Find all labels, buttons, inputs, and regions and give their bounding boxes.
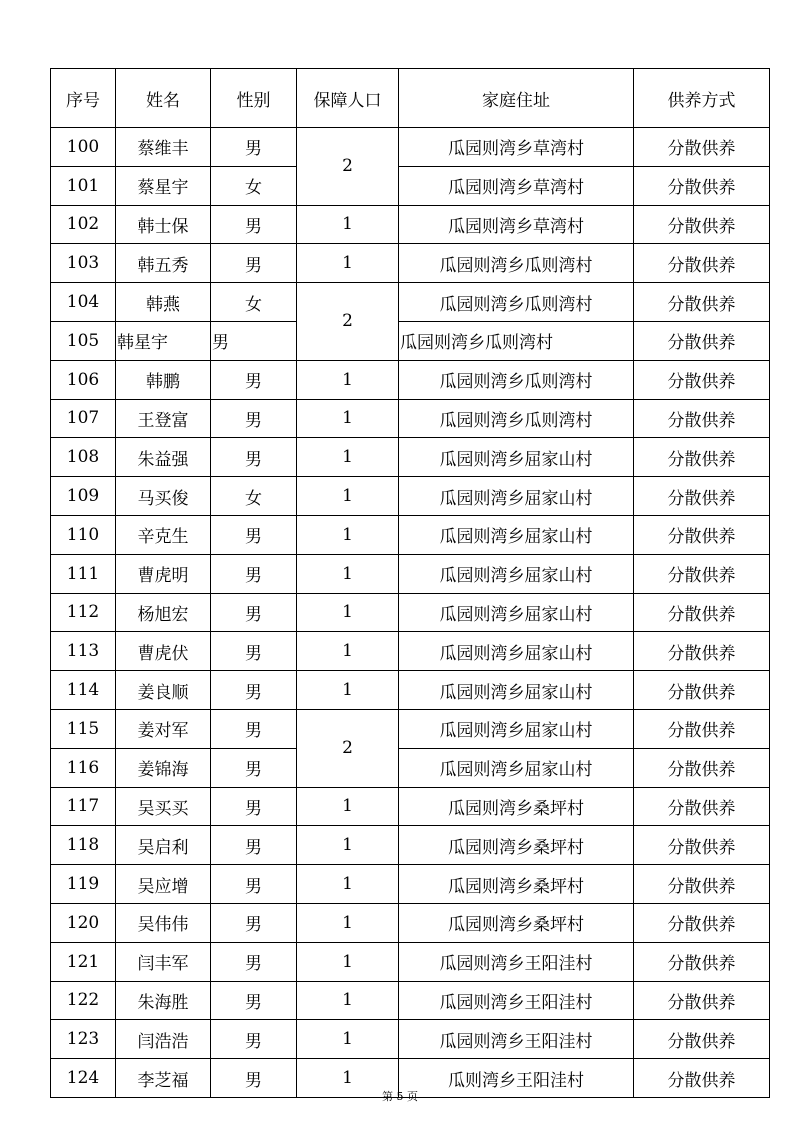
- table-row: [51, 593, 770, 632]
- cell-serial-number: 120: [51, 903, 116, 942]
- cell-covered-population: 1: [297, 671, 399, 710]
- cell-support-mode: 分散供养: [634, 632, 770, 671]
- table-row: [51, 244, 770, 283]
- cell-name: 朱海胜: [116, 981, 211, 1020]
- cell-serial-number: 124: [51, 1059, 116, 1098]
- cell-home-address: 瓜园则湾乡屈家山村: [399, 477, 634, 516]
- cell-home-address: 瓜园则湾乡桑坪村: [399, 787, 634, 826]
- cell-name: 姜锦海: [116, 748, 211, 787]
- cell-gender: 女: [211, 166, 297, 205]
- table-row: [51, 903, 770, 942]
- cell-support-mode: 分散供养: [634, 321, 770, 360]
- header-support-mode: 供养方式: [634, 69, 770, 128]
- cell-name: 马买俊: [116, 477, 211, 516]
- header-serial-number: 序号: [51, 69, 116, 128]
- cell-covered-population: 1: [297, 981, 399, 1020]
- cell-name: 韩燕: [116, 283, 211, 322]
- cell-covered-population: 1: [297, 554, 399, 593]
- cell-home-address: 瓜园则湾乡王阳洼村: [399, 942, 634, 981]
- cell-gender: 男: [211, 709, 297, 748]
- table-row: [51, 787, 770, 826]
- table-row: [51, 748, 770, 787]
- cell-gender: 男: [211, 554, 297, 593]
- cell-gender: 女: [211, 477, 297, 516]
- cell-gender: 男: [211, 748, 297, 787]
- cell-serial-number: 116: [51, 748, 116, 787]
- cell-home-address: 瓜园则湾乡桑坪村: [399, 903, 634, 942]
- cell-gender: 男: [211, 399, 297, 438]
- cell-gender: 男: [211, 593, 297, 632]
- cell-name: 曹虎明: [116, 554, 211, 593]
- table-row: [51, 399, 770, 438]
- table-row: [51, 283, 770, 322]
- cell-name: 王登富: [116, 399, 211, 438]
- cell-serial-number: 104: [51, 283, 116, 322]
- table-row: [51, 166, 770, 205]
- cell-gender: 男: [211, 632, 297, 671]
- cell-serial-number: 118: [51, 826, 116, 865]
- cell-support-mode: 分散供养: [634, 244, 770, 283]
- cell-home-address: 瓜园则湾乡桑坪村: [399, 865, 634, 904]
- cell-covered-population: 1: [297, 399, 399, 438]
- cell-home-address: 瓜园则湾乡屈家山村: [399, 632, 634, 671]
- cell-serial-number: 109: [51, 477, 116, 516]
- cell-home-address: 瓜园则湾乡草湾村: [399, 128, 634, 167]
- cell-serial-number: 121: [51, 942, 116, 981]
- header-gender: 性别: [211, 69, 297, 128]
- cell-support-mode: 分散供养: [634, 1020, 770, 1059]
- cell-home-address: 瓜园则湾乡瓜则湾村: [399, 321, 634, 360]
- cell-support-mode: 分散供养: [634, 554, 770, 593]
- cell-covered-population: 1: [297, 477, 399, 516]
- table-row: [51, 1020, 770, 1059]
- cell-covered-population: 1: [297, 438, 399, 477]
- assistance-roster-table: [50, 68, 770, 1098]
- cell-name: 李芝福: [116, 1059, 211, 1098]
- cell-gender: 男: [211, 438, 297, 477]
- cell-support-mode: 分散供养: [634, 903, 770, 942]
- cell-home-address: 瓜园则湾乡屈家山村: [399, 593, 634, 632]
- cell-covered-population: 1: [297, 1020, 399, 1059]
- cell-name: 曹虎伏: [116, 632, 211, 671]
- cell-name: 韩鹏: [116, 360, 211, 399]
- header-covered-population: 保障人口: [297, 69, 399, 128]
- table-row: [51, 515, 770, 554]
- cell-support-mode: 分散供养: [634, 360, 770, 399]
- table-row: [51, 554, 770, 593]
- cell-serial-number: 111: [51, 554, 116, 593]
- cell-home-address: 瓜园则湾乡桑坪村: [399, 826, 634, 865]
- cell-gender: 男: [211, 942, 297, 981]
- cell-name: 吴应增: [116, 865, 211, 904]
- table-row: [51, 826, 770, 865]
- header-name: 姓名: [116, 69, 211, 128]
- cell-name: 韩星宇: [116, 321, 211, 360]
- cell-covered-population: 1: [297, 593, 399, 632]
- cell-name: 闫丰军: [116, 942, 211, 981]
- cell-gender: 男: [211, 865, 297, 904]
- cell-name: 朱益强: [116, 438, 211, 477]
- cell-name: 吴伟伟: [116, 903, 211, 942]
- cell-home-address: 瓜园则湾乡王阳洼村: [399, 1020, 634, 1059]
- cell-home-address: 瓜园则湾乡屈家山村: [399, 709, 634, 748]
- cell-covered-population: 2: [297, 283, 399, 361]
- cell-serial-number: 100: [51, 128, 116, 167]
- cell-gender: 男: [211, 903, 297, 942]
- cell-support-mode: 分散供养: [634, 477, 770, 516]
- table-row: [51, 632, 770, 671]
- cell-covered-population: 1: [297, 903, 399, 942]
- table-row: [51, 321, 770, 360]
- cell-name: 辛克生: [116, 515, 211, 554]
- cell-gender: 男: [211, 244, 297, 283]
- cell-name: 韩士保: [116, 205, 211, 244]
- cell-gender: 男: [211, 1059, 297, 1098]
- cell-serial-number: 108: [51, 438, 116, 477]
- cell-serial-number: 114: [51, 671, 116, 710]
- cell-name: 姜良顺: [116, 671, 211, 710]
- cell-covered-population: 1: [297, 865, 399, 904]
- cell-home-address: 瓜园则湾乡屈家山村: [399, 671, 634, 710]
- cell-gender: 男: [211, 360, 297, 399]
- cell-covered-population: 1: [297, 205, 399, 244]
- roster-body: [51, 128, 770, 1098]
- cell-home-address: 瓜则湾乡王阳洼村: [399, 1059, 634, 1098]
- cell-serial-number: 115: [51, 709, 116, 748]
- cell-support-mode: 分散供养: [634, 709, 770, 748]
- cell-home-address: 瓜园则湾乡屈家山村: [399, 748, 634, 787]
- cell-support-mode: 分散供养: [634, 515, 770, 554]
- table-row: [51, 981, 770, 1020]
- header-home-address: 家庭住址: [399, 69, 634, 128]
- cell-gender: 男: [211, 787, 297, 826]
- cell-support-mode: 分散供养: [634, 399, 770, 438]
- cell-gender: 男: [211, 321, 297, 360]
- cell-covered-population: 1: [297, 826, 399, 865]
- cell-covered-population: 1: [297, 244, 399, 283]
- cell-support-mode: 分散供养: [634, 942, 770, 981]
- cell-support-mode: 分散供养: [634, 748, 770, 787]
- cell-home-address: 瓜园则湾乡王阳洼村: [399, 981, 634, 1020]
- cell-name: 韩五秀: [116, 244, 211, 283]
- cell-support-mode: 分散供养: [634, 1059, 770, 1098]
- cell-support-mode: 分散供养: [634, 826, 770, 865]
- cell-support-mode: 分散供养: [634, 283, 770, 322]
- cell-support-mode: 分散供养: [634, 438, 770, 477]
- cell-gender: 男: [211, 981, 297, 1020]
- cell-serial-number: 105: [51, 321, 116, 360]
- cell-serial-number: 112: [51, 593, 116, 632]
- cell-serial-number: 113: [51, 632, 116, 671]
- cell-name: 吴启利: [116, 826, 211, 865]
- cell-support-mode: 分散供养: [634, 787, 770, 826]
- table-row: [51, 671, 770, 710]
- cell-covered-population: 1: [297, 360, 399, 399]
- cell-home-address: 瓜园则湾乡屈家山村: [399, 554, 634, 593]
- cell-serial-number: 102: [51, 205, 116, 244]
- table-row: [51, 865, 770, 904]
- cell-support-mode: 分散供养: [634, 671, 770, 710]
- cell-gender: 男: [211, 671, 297, 710]
- table-row: [51, 438, 770, 477]
- table-row: [51, 128, 770, 167]
- header-row: [51, 69, 770, 128]
- cell-covered-population: 1: [297, 942, 399, 981]
- cell-home-address: 瓜园则湾乡瓜则湾村: [399, 244, 634, 283]
- cell-covered-population: 1: [297, 515, 399, 554]
- cell-gender: 女: [211, 283, 297, 322]
- cell-gender: 男: [211, 128, 297, 167]
- cell-home-address: 瓜园则湾乡瓜则湾村: [399, 399, 634, 438]
- cell-serial-number: 106: [51, 360, 116, 399]
- cell-home-address: 瓜园则湾乡瓜则湾村: [399, 360, 634, 399]
- table-row: [51, 709, 770, 748]
- table-row: [51, 205, 770, 244]
- cell-gender: 男: [211, 515, 297, 554]
- cell-covered-population: 1: [297, 787, 399, 826]
- table-row: [51, 477, 770, 516]
- cell-home-address: 瓜园则湾乡草湾村: [399, 166, 634, 205]
- cell-home-address: 瓜园则湾乡瓜则湾村: [399, 283, 634, 322]
- cell-covered-population: 1: [297, 1059, 399, 1098]
- cell-support-mode: 分散供养: [634, 981, 770, 1020]
- cell-serial-number: 107: [51, 399, 116, 438]
- table-row: [51, 942, 770, 981]
- cell-covered-population: 2: [297, 709, 399, 787]
- page-number: 第 5 页: [382, 1090, 418, 1103]
- cell-name: 吴买买: [116, 787, 211, 826]
- cell-gender: 男: [211, 826, 297, 865]
- cell-home-address: 瓜园则湾乡屈家山村: [399, 438, 634, 477]
- cell-support-mode: 分散供养: [634, 865, 770, 904]
- cell-serial-number: 110: [51, 515, 116, 554]
- cell-support-mode: 分散供养: [634, 593, 770, 632]
- cell-support-mode: 分散供养: [634, 128, 770, 167]
- cell-name: 闫浩浩: [116, 1020, 211, 1059]
- cell-serial-number: 122: [51, 981, 116, 1020]
- cell-name: 蔡维丰: [116, 128, 211, 167]
- cell-serial-number: 123: [51, 1020, 116, 1059]
- cell-name: 蔡星宇: [116, 166, 211, 205]
- cell-serial-number: 103: [51, 244, 116, 283]
- cell-covered-population: 1: [297, 632, 399, 671]
- table-row: [51, 360, 770, 399]
- cell-serial-number: 117: [51, 787, 116, 826]
- cell-serial-number: 101: [51, 166, 116, 205]
- cell-serial-number: 119: [51, 865, 116, 904]
- cell-name: 姜对军: [116, 709, 211, 748]
- cell-gender: 男: [211, 205, 297, 244]
- cell-home-address: 瓜园则湾乡草湾村: [399, 205, 634, 244]
- cell-covered-population: 2: [297, 128, 399, 206]
- cell-home-address: 瓜园则湾乡屈家山村: [399, 515, 634, 554]
- cell-name: 杨旭宏: [116, 593, 211, 632]
- cell-support-mode: 分散供养: [634, 205, 770, 244]
- cell-support-mode: 分散供养: [634, 166, 770, 205]
- cell-gender: 男: [211, 1020, 297, 1059]
